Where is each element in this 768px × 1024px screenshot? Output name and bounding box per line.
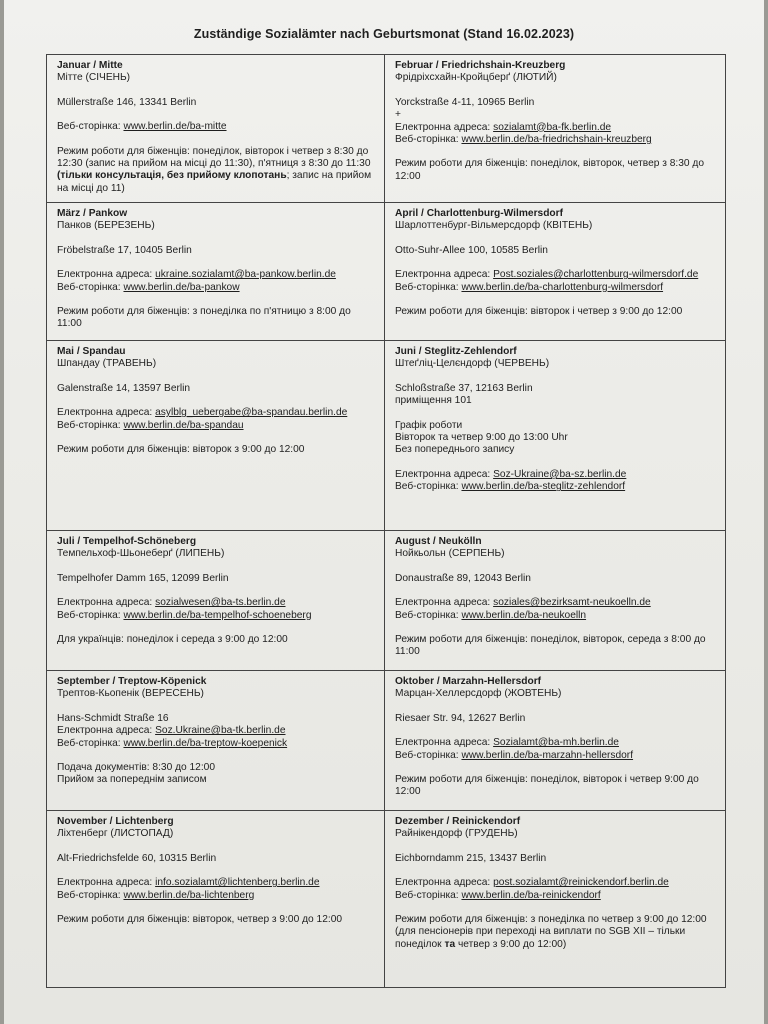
- cell-july-tempelhof-schoeneberg: [47, 531, 385, 671]
- web-link[interactable]: www.berlin.de/ba-spandau: [123, 419, 244, 431]
- web-label: Веб-сторінка:: [395, 749, 459, 761]
- email-label: Електронна адреса:: [395, 269, 491, 281]
- cell-subtitle: Марцан-Хеллерсдорф (ЖОВТЕНЬ): [395, 688, 562, 700]
- pensioners-tail: четвер з 9:00 до 12:00): [457, 938, 567, 950]
- cell-heading: Februar / Friedrichshain-Kreuzberg: [395, 60, 566, 71]
- cell-hours: Режим роботи для біженців: вівторок з 9:00 до 12:00: [57, 444, 305, 456]
- cell-heading: Dezember / Reinickendorf: [395, 816, 521, 827]
- web-row: [395, 134, 717, 146]
- cell-hours: Для українців: понеділок і середа з 9:00 до 12:00: [57, 634, 288, 646]
- schedule-label: Графік роботи: [395, 419, 463, 431]
- plus-sign: +: [395, 109, 401, 121]
- email-link[interactable]: sozialamt@ba-fk.berlin.de: [493, 121, 612, 133]
- cell-address: Galenstraße 14, 13597 Berlin: [57, 382, 191, 394]
- web-link[interactable]: www.berlin.de/ba-treptow-koepenick: [123, 737, 288, 749]
- cell-address: Tempelhofer Damm 165, 12099 Berlin: [57, 572, 229, 584]
- document-title: Zuständige Sozialämter nach Geburtsmonat (Stand 16.02.2023): [193, 27, 575, 41]
- email-label: Електронна адреса:: [395, 737, 491, 749]
- web-link[interactable]: www.berlin.de/ba-pankow: [123, 281, 240, 293]
- email-row: [57, 597, 376, 609]
- web-label: Веб-сторінка:: [57, 737, 121, 749]
- cell-heading: November / Lichtenberg: [57, 816, 174, 827]
- web-label: Веб-сторінка:: [57, 121, 121, 133]
- cell-june-steglitz-zehlendorf: [385, 341, 725, 531]
- email-link[interactable]: Soz-Ukraine@ba-sz.berlin.de: [493, 468, 627, 480]
- pensioners-text: (для пенсіонерів при переході на виплати по SGB XII – тільки понеділок: [395, 926, 686, 950]
- cell-hours: Режим роботи для біженців: понеділок, вівторок і четвер 9:00 до 12:00: [395, 774, 699, 798]
- cell-address: Fröbelstraße 17, 10405 Berlin: [57, 244, 192, 256]
- cell-heading: Juni / Steglitz-Zehlendorf: [395, 346, 517, 357]
- cell-address: Müllerstraße 146, 13341 Berlin: [57, 96, 197, 108]
- cell-address: Riesaer Str. 94, 12627 Berlin: [395, 712, 526, 724]
- email-link[interactable]: Soz.Ukraine@ba-tk.berlin.de: [155, 725, 286, 737]
- web-row: [395, 481, 717, 493]
- cell-heading: Juli / Tempelhof-Schöneberg: [57, 536, 197, 547]
- cell-hours: Режим роботи для біженців: з понеділка по п'ятницю з 8:00 до 11:00: [57, 306, 351, 330]
- email-link[interactable]: sozialwesen@ba-ts.berlin.de: [155, 597, 286, 609]
- cell-address: Hans-Schmidt Straße 16: [57, 712, 169, 724]
- documents-text: Подача документів: 8:30 до 12:00: [57, 762, 216, 774]
- cell-subtitle: Трептов-Кьопенік (ВЕРЕСЕНЬ): [57, 688, 204, 700]
- email-link[interactable]: Sozialamt@ba-mh.berlin.de: [493, 737, 619, 749]
- cell-subtitle: Райнікендорф (ГРУДЕНЬ): [395, 828, 518, 840]
- email-label: Електронна адреса:: [57, 269, 153, 281]
- web-row: [395, 282, 717, 294]
- email-row: [395, 469, 717, 481]
- email-link[interactable]: post.sozialamt@reinickendorf.berlin.de: [493, 877, 669, 889]
- no-appointment-text: Без попереднього запису: [395, 444, 515, 456]
- web-row: [57, 420, 376, 432]
- cell-subtitle: Темпельхоф-Шьонеберґ (ЛИПЕНЬ): [57, 548, 225, 560]
- web-label: Веб-сторінка:: [395, 134, 459, 146]
- cell-april-charlottenburg-wilmersdorf: [385, 203, 725, 341]
- web-label: Веб-сторінка:: [57, 889, 121, 901]
- web-label: Веб-сторінка:: [395, 889, 459, 901]
- cell-hours: Режим роботи для біженців: вівторок і четвер з 9:00 до 12:00: [395, 306, 683, 318]
- email-label: Електронна адреса:: [395, 597, 491, 609]
- email-label: Електронна адреса:: [395, 877, 491, 889]
- web-row: [57, 282, 376, 294]
- cell-subtitle: Фрідріхсхайн-Кройцберґ (ЛЮТИЙ): [395, 72, 557, 84]
- email-row: [395, 597, 717, 609]
- email-row: [395, 269, 717, 281]
- cell-address: Otto-Suhr-Allee 100, 10585 Berlin: [395, 244, 548, 256]
- web-row: [57, 121, 376, 133]
- email-label: Електронна адреса:: [57, 597, 153, 609]
- email-link[interactable]: Post.soziales@charlottenburg-wilmersdorf.de: [493, 269, 699, 281]
- web-label: Веб-сторінка:: [57, 419, 121, 431]
- web-label: Веб-сторінка:: [395, 281, 459, 293]
- web-link[interactable]: www.berlin.de/ba-charlottenburg-wilmersdorf: [461, 281, 664, 293]
- email-row: [57, 725, 376, 737]
- cell-hours: Режим роботи для біженців: понеділок, вівторок, середа з 8:00 до 11:00: [395, 634, 706, 658]
- cell-subtitle: Ліхтенберг (ЛИСТОПАД): [57, 828, 174, 840]
- web-label: Веб-сторінка:: [395, 609, 459, 621]
- hours-bold: (тільки консультація, без прийому клопотань: [57, 170, 287, 182]
- web-label: Веб-сторінка:: [57, 281, 121, 293]
- email-row: [395, 877, 717, 889]
- web-link[interactable]: www.berlin.de/ba-lichtenberg: [123, 889, 255, 901]
- email-row: [57, 407, 376, 419]
- cell-october-marzahn-hellersdorf: [385, 671, 725, 811]
- cell-september-treptow-koepenick: [47, 671, 385, 811]
- cell-hours: Режим роботи для біженців: з понеділка по четвер з 9:00 до 12:00: [395, 914, 707, 926]
- cell-room: приміщення 101: [395, 395, 472, 407]
- cell-heading: Mai / Spandau: [57, 346, 126, 357]
- cell-heading: April / Charlottenburg-Wilmersdorf: [395, 208, 564, 219]
- cell-address: Eichborndamm 215, 13437 Berlin: [395, 852, 547, 864]
- web-link[interactable]: www.berlin.de/ba-reinickendorf: [461, 889, 601, 901]
- email-label: Електронна адреса:: [57, 407, 153, 419]
- cell-hours: Режим роботи для біженців: понеділок, вівторок, четвер з 8:30 до 12:00: [395, 158, 705, 182]
- cell-subtitle: Мітте (СІЧЕНЬ): [57, 72, 131, 84]
- schedule-text: Вівторок та четвер 9:00 до 13:00 Uhr: [395, 432, 568, 444]
- email-row: [57, 877, 376, 889]
- cell-heading: Januar / Mitte: [57, 60, 123, 71]
- email-label: Електронна адреса:: [395, 121, 491, 133]
- web-row: [395, 890, 717, 902]
- cell-subtitle: Штеґліц-Целєндорф (ЧЕРВЕНЬ): [395, 358, 550, 370]
- hours-tail: ; запис на прийом на місці до 11): [57, 170, 372, 194]
- web-row: [395, 610, 717, 622]
- email-label: Електронна адреса:: [57, 725, 153, 737]
- cell-november-lichtenberg: [47, 811, 385, 987]
- email-row: [57, 269, 376, 281]
- pensioners-bold: та: [444, 938, 456, 950]
- email-link[interactable]: soziales@bezirksamt-neukoelln.de: [493, 597, 651, 609]
- cell-january-mitte: [47, 55, 385, 203]
- cell-heading: September / Treptow-Köpenick: [57, 676, 207, 687]
- email-label: Електронна адреса:: [57, 877, 153, 889]
- cell-march-pankow: [47, 203, 385, 341]
- web-row: [57, 890, 376, 902]
- cell-subtitle: Нойкьольн (СЕРПЕНЬ): [395, 548, 505, 560]
- web-label: Веб-сторінка:: [395, 481, 459, 493]
- email-label: Електронна адреса:: [395, 468, 491, 480]
- cell-heading: Oktober / Marzahn-Hellersdorf: [395, 676, 542, 687]
- cell-heading: März / Pankow: [57, 208, 128, 219]
- web-row: [395, 750, 717, 762]
- appointment-text: Прийом за попереднім записом: [57, 774, 207, 786]
- cell-subtitle: Шарлоттенбург-Вільмерсдорф (КВІТЕНЬ): [395, 220, 593, 232]
- email-link[interactable]: ukraine.sozialamt@ba-pankow.berlin.de: [155, 269, 336, 281]
- cell-address: Yorckstraße 4-11, 10965 Berlin: [395, 96, 535, 108]
- web-link[interactable]: www.berlin.de/ba-neukoelln: [461, 609, 587, 621]
- web-link[interactable]: www.berlin.de/ba-marzahn-hellersdorf: [461, 749, 634, 761]
- web-row: [57, 610, 376, 622]
- cell-hours: Режим роботи для біженців: вівторок, четвер з 9:00 до 12:00: [57, 914, 343, 926]
- web-link[interactable]: www.berlin.de/ba-friedrichshain-kreuzberg: [461, 134, 652, 146]
- email-row: [395, 737, 717, 749]
- cell-may-spandau: [47, 341, 385, 531]
- cell-february-friedrichshain-kreuzberg: [385, 55, 725, 203]
- cell-december-reinickendorf: [385, 811, 725, 987]
- cell-subtitle: Панков (БЕРЕЗЕНЬ): [57, 220, 155, 232]
- email-link[interactable]: asylblg_uebergabe@ba-spandau.berlin.de: [155, 407, 348, 419]
- office-table: [46, 54, 726, 988]
- email-link[interactable]: info.sozialamt@lichtenberg.berlin.de: [155, 877, 320, 889]
- cell-address: Donaustraße 89, 12043 Berlin: [395, 572, 531, 584]
- cell-address: Schloßstraße 37, 12163 Berlin: [395, 382, 533, 394]
- cell-hours: [57, 146, 376, 196]
- web-label: Веб-сторінка:: [57, 609, 121, 621]
- cell-heading: August / Neukölln: [395, 536, 482, 547]
- web-link[interactable]: www.berlin.de/ba-mitte: [123, 121, 227, 133]
- web-row: [57, 738, 376, 750]
- cell-august-neukoelln: [385, 531, 725, 671]
- web-link[interactable]: www.berlin.de/ba-steglitz-zehlendorf: [461, 481, 626, 493]
- web-link[interactable]: www.berlin.de/ba-tempelhof-schoeneberg: [123, 609, 312, 621]
- cell-subtitle: Шпандау (ТРАВЕНЬ): [57, 358, 157, 370]
- cell-address: Alt-Friedrichsfelde 60, 10315 Berlin: [57, 852, 217, 864]
- hours-text: Режим роботи для біженців: понеділок, вівторок і четвер з 8:30 до 12:30 (запис на прийом на місці до 11:30), п'ятниця з 8:30 до 11:30: [57, 145, 371, 170]
- pensioners-note: [395, 926, 717, 951]
- email-row: [395, 122, 717, 134]
